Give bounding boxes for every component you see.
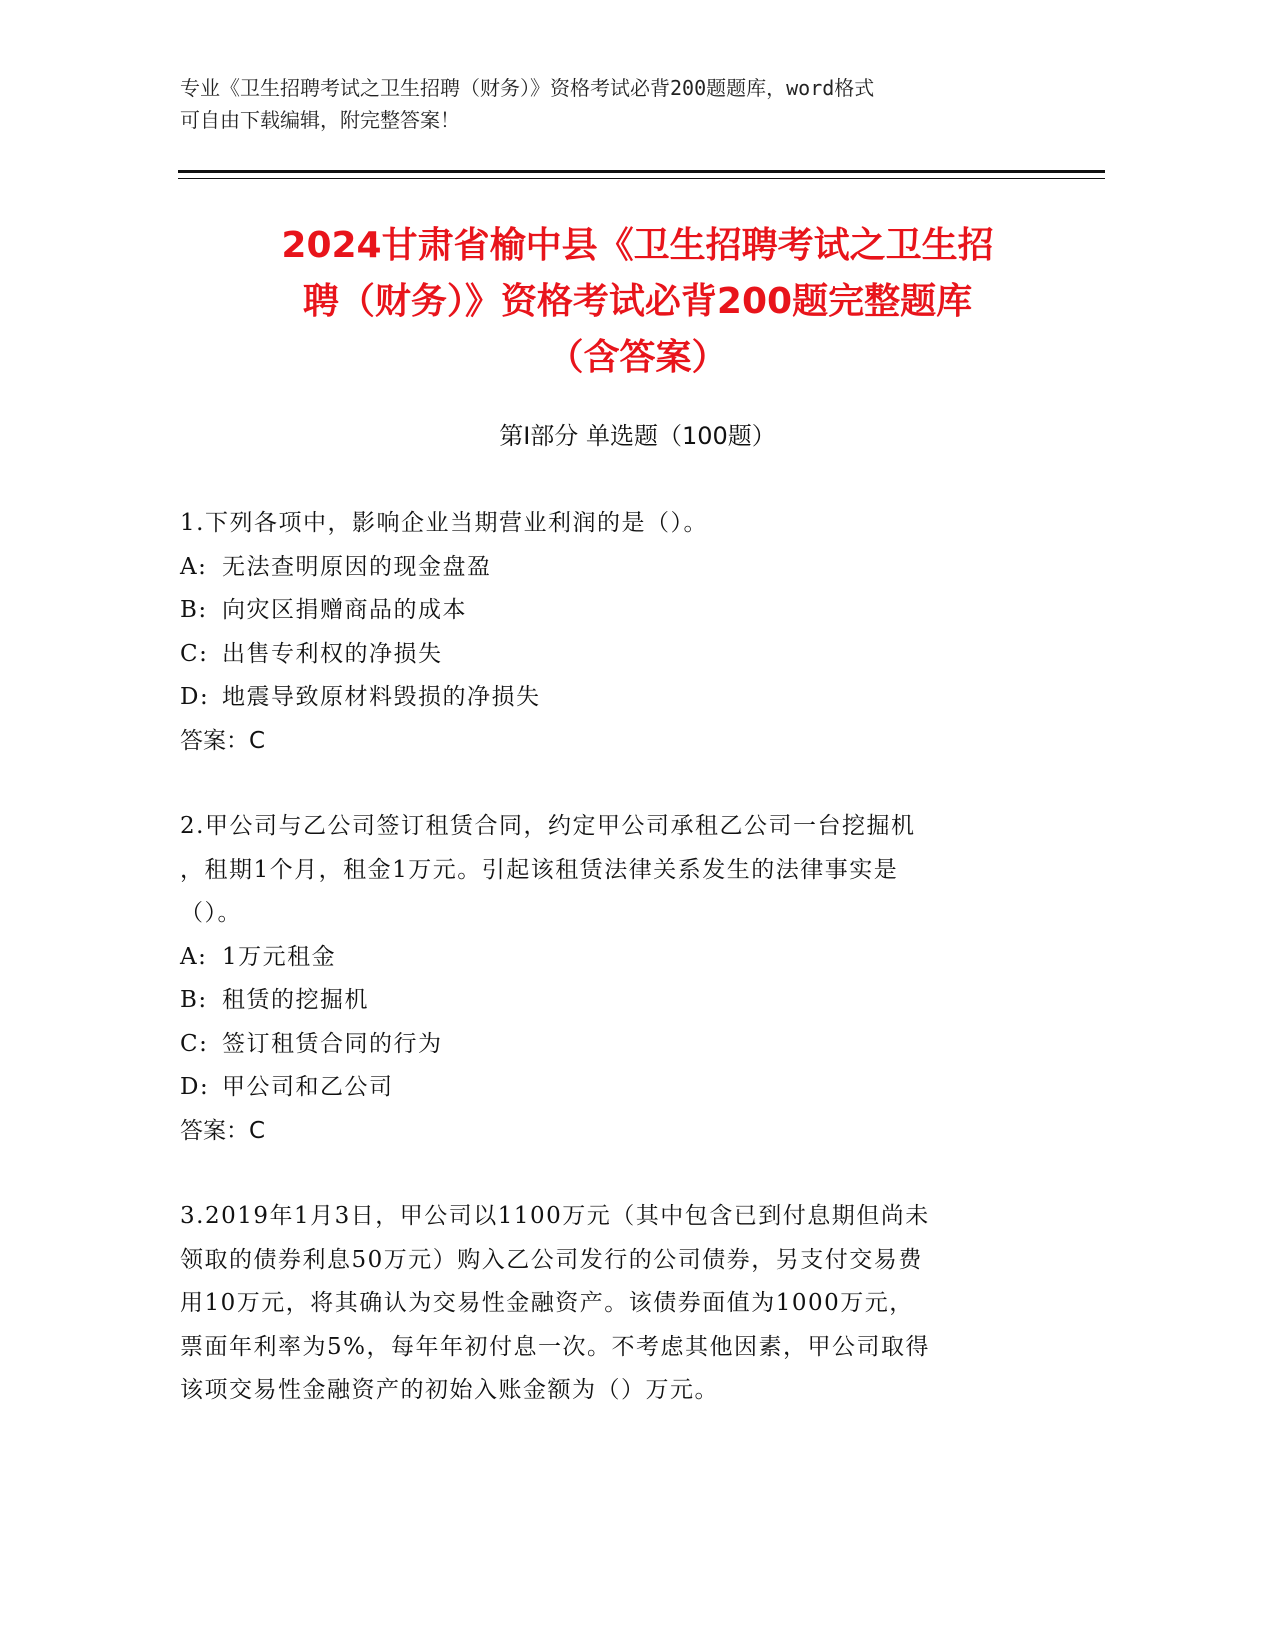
option-letter: B: [180, 597, 208, 623]
question-1 [180, 502, 1040, 763]
question-list [180, 502, 1040, 1455]
option-text: 1万元租金 [222, 943, 337, 970]
question-3 [180, 1195, 1040, 1413]
option-text: 租赁的挖掘机 [222, 987, 369, 1013]
title-line-2: 聘（财务）》资格考试必背200题完整题库 [302, 281, 973, 322]
header-divider-thick [178, 170, 1105, 173]
question-2 [180, 805, 1040, 1153]
answer: 答案：C [180, 727, 266, 754]
question-stem-line: ，租期1个月，租金1万元。引起该租赁法律关系发生的法律事实是 [180, 856, 899, 883]
option-text: 甲公司和乙公司 [222, 1074, 394, 1100]
question-stem-line: 3.2019年1月3日，甲公司以1100万元（其中包含已到付息期但尚未 [180, 1203, 930, 1229]
option-text: 签订租赁合同的行为 [222, 1030, 443, 1057]
document-title [170, 218, 1105, 386]
section-heading: 第I部分 单选题（100题） [499, 422, 776, 450]
option-d [180, 1066, 1040, 1110]
option-c [180, 1023, 1040, 1067]
option-a [180, 546, 1040, 590]
option-letter: B: [180, 987, 208, 1013]
option-letter: A: [180, 943, 208, 970]
header-note [180, 72, 1040, 136]
option-letter: D: [180, 684, 210, 710]
option-text: 出售专利权的净损失 [222, 640, 443, 667]
question-stem-line: （）。 [180, 900, 242, 926]
option-text: 地震导致原材料毁损的净损失 [222, 684, 541, 710]
title-line-1: 2024甘肃省榆中县《卫生招聘考试之卫生招 [281, 225, 994, 266]
option-b [180, 979, 1040, 1023]
title-line-3: （含答案） [547, 337, 728, 378]
option-letter: D: [180, 1074, 210, 1100]
header-note-line-1: 专业《卫生招聘考试之卫生招聘（财务）》资格考试必背200题题库，word格式 [180, 76, 875, 100]
option-text: 向灾区捐赠商品的成本 [222, 597, 467, 623]
question-stem: 1.下列各项中，影响企业当期营业利润的是（）。 [180, 510, 708, 536]
question-stem-line: 2.甲公司与乙公司签订租赁合同，约定甲公司承租乙公司一台挖掘机 [180, 813, 916, 839]
question-stem-line: 该项交易性金融资产的初始入账金额为（）万元。 [180, 1377, 719, 1403]
answer: 答案：C [180, 1117, 266, 1144]
question-stem-line: 票面年利率为5%，每年年初付息一次。不考虑其他因素，甲公司取得 [180, 1333, 930, 1360]
header-divider-thin [178, 178, 1105, 179]
question-stem-line: 领取的债券利息50万元）购入乙公司发行的公司债券，另支付交易费 [180, 1246, 923, 1273]
option-letter: C: [180, 640, 209, 667]
option-b [180, 589, 1040, 633]
option-d [180, 676, 1040, 720]
option-c [180, 633, 1040, 677]
option-letter: A: [180, 553, 208, 580]
question-stem-line: 用10万元，将其确认为交易性金融资产。该债券面值为1000万元， [180, 1290, 914, 1316]
option-text: 无法查明原因的现金盘盈 [222, 553, 492, 580]
header-note-line-2: 可自由下载编辑，附完整答案！ [180, 108, 460, 132]
option-a [180, 936, 1040, 980]
option-letter: C: [180, 1030, 209, 1057]
